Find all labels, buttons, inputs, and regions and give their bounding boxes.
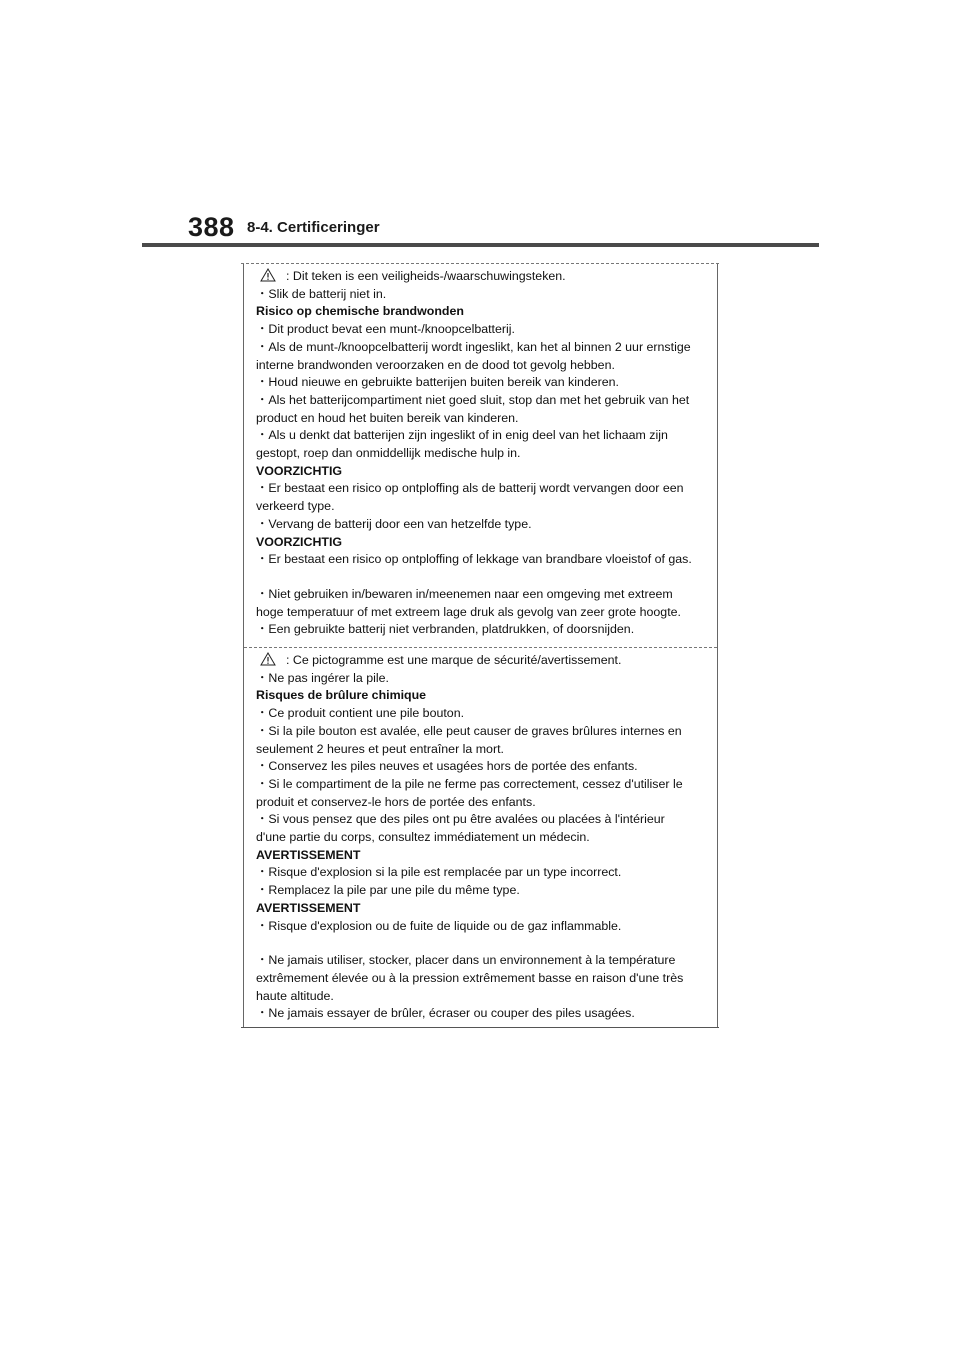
french-line: ・Ne jamais utiliser, stocker, placer dans un environnement à la température <box>256 953 676 968</box>
notice-bottom-border <box>241 1027 719 1028</box>
spacer <box>256 569 706 586</box>
dutch-line: ・Vervang de batterij door een van hetzelfde type. <box>256 516 532 531</box>
dutch-symbol-line <box>256 268 706 286</box>
dutch-line: ・Dit product bevat een munt-/knoopcelbatterij. <box>256 322 515 337</box>
dutch-line: ・Als het batterijcompartiment niet goed sluit, stop dan met het gebruik van het <box>256 392 690 407</box>
french-warning-heading: AVERTISSEMENT <box>256 847 361 862</box>
french-warning-heading: AVERTISSEMENT <box>256 900 361 915</box>
french-line: ・Risque d'explosion ou de fuite de liquide ou de gaz inflammable. <box>256 918 622 933</box>
dutch-line: interne brandwonden veroorzaken en de dood tot gevolg hebben. <box>256 357 615 372</box>
dutch-line: ・Als u denkt dat batterijen zijn ingeslikt of in enig deel van het lichaam zijn <box>256 428 668 443</box>
spacer <box>256 935 706 952</box>
french-line: haute altitude. <box>256 988 334 1003</box>
dutch-symbol-text: : Dit teken is een veiligheids-/waarschuwingsteken. <box>286 269 566 283</box>
section-title: 8-4. Certificeringer <box>247 219 380 236</box>
french-line: ・Si vous pensez que des piles ont pu être avalées ou placées à l'intérieur <box>256 812 665 827</box>
warning-triangle-icon <box>260 652 276 666</box>
dutch-line: ・Er bestaat een risico op ontploffing of lekkage van brandbare vloeistof of gas. <box>256 552 692 567</box>
page-number: 388 <box>188 212 235 242</box>
warning-triangle-icon <box>260 268 276 282</box>
french-line: ・Si la pile bouton est avalée, elle peut causer de graves brûlures internes en <box>256 723 682 738</box>
dutch-line: ・Een gebruikte batterij niet verbranden, platdrukken, of doorsnijden. <box>256 622 635 637</box>
french-line: ・Risque d'explosion si la pile est remplacée par un type incorrect. <box>256 865 622 880</box>
french-line: ・Ce produit contient une pile bouton. <box>256 706 465 721</box>
notice-top-border <box>241 263 719 264</box>
french-line: ・Conservez les piles neuves et usagées hors de portée des enfants. <box>256 759 638 774</box>
dutch-line: product en houd het buiten bereik van kinderen. <box>256 410 519 425</box>
dutch-line: gestopt, roep dan onmiddellijk medische hulp in. <box>256 446 521 461</box>
dutch-heading: Risico op chemische brandwonden <box>256 304 464 319</box>
french-line: ・Ne jamais essayer de brûler, écraser ou couper des piles usagées. <box>256 1006 635 1021</box>
battery-notice-box <box>243 263 718 1028</box>
dutch-line: ・Niet gebruiken in/bewaren in/meenemen naar een omgeving met extreem <box>256 586 673 601</box>
dutch-line: ・Houd nieuwe en gebruikte batterijen buiten bereik van kinderen. <box>256 375 620 390</box>
french-symbol-line <box>256 652 706 670</box>
french-symbol-text: : Ce pictogramme est une marque de sécurité/avertissement. <box>286 653 622 667</box>
french-line: produit et conservez-le hors de portée des enfants. <box>256 794 536 809</box>
header-rule <box>142 243 819 247</box>
dutch-line: ・Er bestaat een risico op ontploffing als de batterij wordt vervangen door een <box>256 481 684 496</box>
french-line: ・Remplacez la pile par une pile du même type. <box>256 883 520 898</box>
dutch-caution-heading: VOORZICHTIG <box>256 463 343 478</box>
dutch-line: hoge temperatuur of met extreem lage druk als gevolg van zeer grote hoogte. <box>256 604 681 619</box>
french-notice <box>256 652 706 1023</box>
french-line: ・Si le compartiment de la pile ne ferme pas correctement, cessez d'utiliser le <box>256 776 683 791</box>
dutch-line: ・Slik de batterij niet in. <box>256 286 387 301</box>
language-divider <box>244 647 717 648</box>
dutch-caution-heading: VOORZICHTIG <box>256 534 343 549</box>
french-line: d'une partie du corps, consultez immédiatement un médecin. <box>256 830 590 845</box>
dutch-line: ・Als de munt-/knoopcelbatterij wordt ingeslikt, kan het al binnen 2 uur ernstige <box>256 339 691 354</box>
french-line: ・Ne pas ingérer la pile. <box>256 670 389 685</box>
dutch-notice <box>256 268 706 639</box>
french-line: seulement 2 heures et peut entraîner la mort. <box>256 741 504 756</box>
dutch-line: verkeerd type. <box>256 499 335 514</box>
page-header <box>0 0 960 250</box>
french-line: extrêmement élevée ou à la pression extrêmement basse en raison d'une très <box>256 970 684 985</box>
french-heading: Risques de brûlure chimique <box>256 688 427 703</box>
